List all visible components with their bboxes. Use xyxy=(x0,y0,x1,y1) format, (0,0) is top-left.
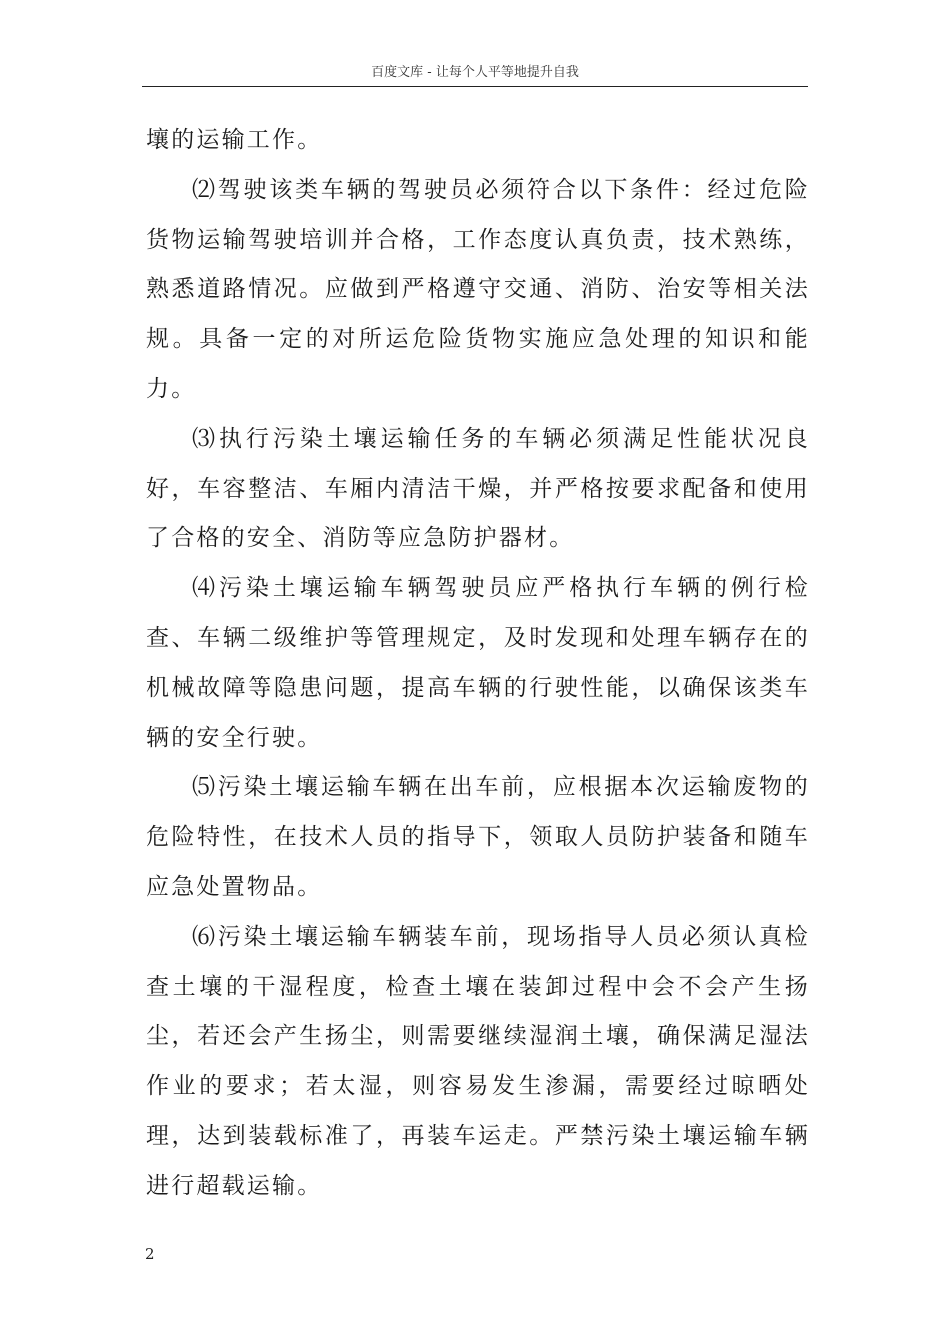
paragraph-continuation: 壤的运输工作。 xyxy=(146,127,323,153)
paragraph-item-6: ⑹污染土壤运输车辆装车前，现场指导人员必须认真检查土壤的干湿程度，检查土壤在装卸过程中会不会产生扬尘，若还会产生扬尘，则需要继续湿润土壤，确保满足湿法作业的要求；若太湿，则容易发生渗漏，需要经过晾晒处理，达到装载标准了，再装车运走。严禁污染土壤运输车辆进行超载运输。 xyxy=(146,923,810,1199)
paragraph-item-5: ⑸污染土壤运输车辆在出车前，应根据本次运输废物的危险特性，在技术人员的指导下，领取人员防护装备和随车应急处置物品。 xyxy=(146,774,810,900)
page-header: 百度文库 - 让每个人平等地提升自我 xyxy=(142,64,808,87)
document-body xyxy=(146,116,810,1212)
paragraph-item-4: ⑷污染土壤运输车辆驾驶员应严格执行车辆的例行检查、车辆二级维护等管理规定，及时发现和处理车辆存在的机械故障等隐患问题，提高车辆的行驶性能，以确保该类车辆的安全行驶。 xyxy=(146,575,810,751)
paragraph-item-2: ⑵驾驶该类车辆的驾驶员必须符合以下条件：经过危险货物运输驾驶培训并合格，工作态度认真负责，技术熟练，熟悉道路情况。应做到严格遵守交通、消防、治安等相关法规。具备一定的对所运危险货物实施应急处理的知识和能力。 xyxy=(146,176,810,402)
paragraph-item-3: ⑶执行污染土壤运输任务的车辆必须满足性能状况良好，车容整洁、车厢内清洁干燥，并严格按要求配备和使用了合格的安全、消防等应急防护器材。 xyxy=(146,425,810,552)
page-number: 2 xyxy=(145,1245,155,1263)
